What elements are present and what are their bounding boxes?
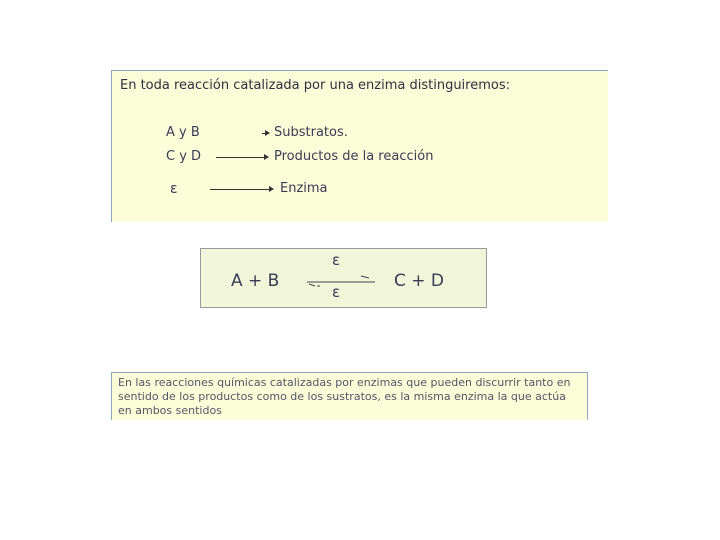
note-panel [111, 372, 588, 420]
reversible-arrow-icon [301, 269, 381, 291]
arrow-enzyme-icon [210, 189, 270, 190]
reactants: A + B [231, 271, 280, 291]
definitions-panel [111, 70, 608, 222]
catalyst-top: ε [332, 251, 341, 269]
term-epsilon: ε [170, 181, 178, 197]
products: C + D [394, 271, 445, 291]
intro-text: En toda reacción catalizada por una enzima distinguiremos: [120, 78, 510, 93]
arrow-cd-icon [216, 157, 265, 158]
meaning-cd: Productos de la reacción [274, 149, 434, 164]
term-cd: C y D [166, 149, 202, 164]
meaning-ab: Substratos. [274, 125, 348, 140]
meaning-enzyme: Enzima [280, 181, 328, 196]
note-text: En las reacciones químicas catalizadas por enzimas que pueden discurrir tanto en sentido de los productos como de los sustratos, es la misma enzima la que actúa en ambos sentidos [118, 376, 571, 417]
arrow-ab-icon [262, 133, 266, 134]
catalyst-bottom: ε [332, 283, 341, 301]
term-ab: A y B [166, 125, 200, 140]
reaction-equation-panel [200, 248, 487, 308]
